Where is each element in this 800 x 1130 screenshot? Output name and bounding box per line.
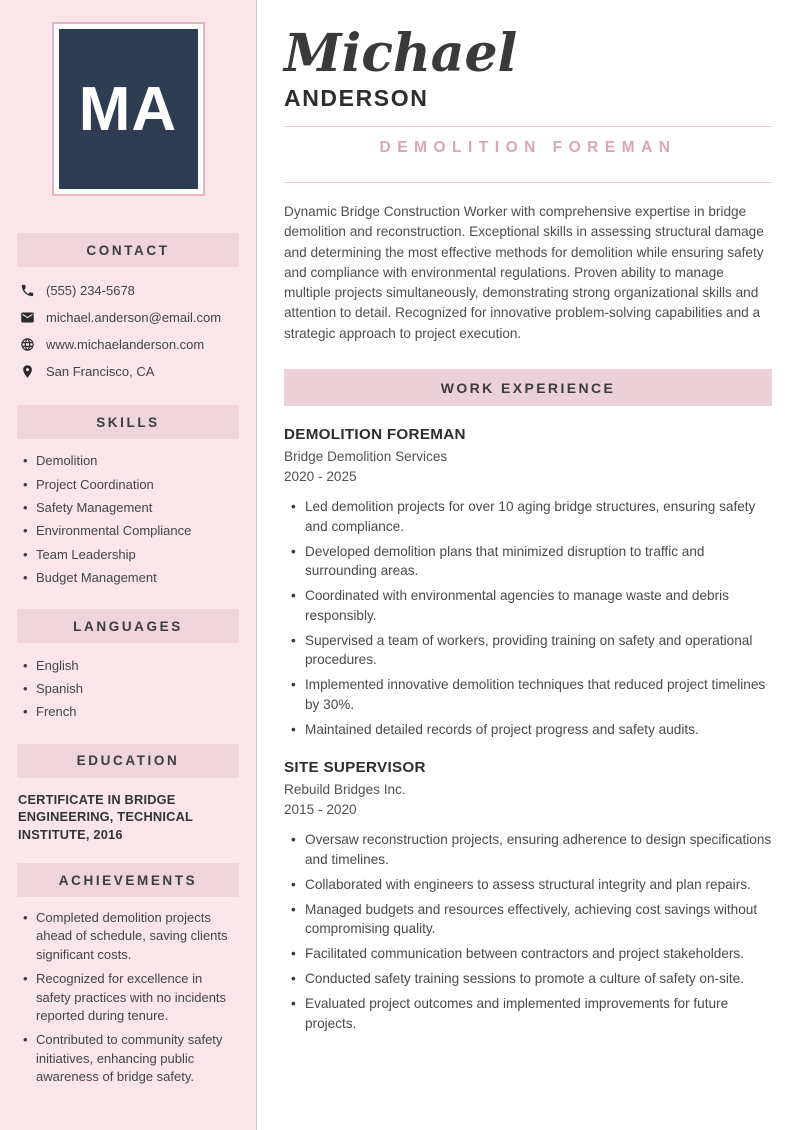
avatar-initials: MA [78, 74, 178, 144]
role-title: DEMOLITION FOREMAN [379, 139, 677, 156]
languages-list [17, 653, 239, 723]
job-company: Bridge Demolition Services [284, 449, 448, 465]
contact-section [17, 233, 239, 385]
skill-item: • Environmental Compliance [17, 519, 239, 542]
achievement-item: • Contributed to community safety initiatives, enhancing public awareness of bridge safety. [17, 1031, 239, 1086]
job-bullet: • Oversaw reconstruction projects, ensuring adherence to design specifications and timelines. [284, 830, 772, 869]
job-bullet-list [284, 497, 772, 739]
skills-section [17, 405, 239, 589]
contact-phone-text: (555) 234-5678 [46, 283, 135, 298]
job-company: Rebuild Bridges Inc. [284, 782, 406, 798]
contact-item-phone [17, 277, 239, 304]
skill-item: • Safety Management [17, 496, 239, 519]
avatar [52, 22, 205, 196]
work-experience-heading: WORK EXPERIENCE [284, 369, 772, 406]
language-item: • English [17, 653, 239, 676]
phone-icon [20, 283, 35, 298]
divider-bottom [284, 182, 772, 183]
skill-item: • Project Coordination [17, 472, 239, 495]
skill-item: • Budget Management [17, 566, 239, 589]
achievements-section [17, 863, 239, 1087]
contact-heading: CONTACT [17, 233, 239, 267]
education-heading: EDUCATION [17, 744, 239, 778]
job-title: SITE SUPERVISOR [284, 759, 426, 777]
sidebar [0, 0, 257, 1130]
language-item: • French [17, 700, 239, 723]
contact-list [17, 277, 239, 385]
email-icon [20, 310, 35, 325]
achievements-heading: ACHIEVEMENTS [17, 863, 239, 897]
job-dates: 2015 - 2020 [284, 802, 357, 818]
languages-section [17, 609, 239, 723]
first-name: Michael [284, 23, 518, 84]
main-content [257, 0, 800, 1130]
language-item: • Spanish [17, 677, 239, 700]
job-bullet: • Coordinated with environmental agencies to manage waste and debris responsibly. [284, 586, 772, 625]
skill-item: • Team Leadership [17, 543, 239, 566]
contact-item-location [17, 358, 239, 385]
job-bullet: • Managed budgets and resources effectively, achieving cost savings without compromising quality. [284, 900, 772, 939]
job-bullet: • Evaluated project outcomes and implemented improvements for future projects. [284, 994, 772, 1033]
contact-location-text: San Francisco, CA [46, 364, 155, 379]
job-bullet: • Collaborated with engineers to assess structural integrity and plan repairs. [284, 875, 772, 895]
job-bullet: • Supervised a team of workers, providing training on safety and operational procedures. [284, 631, 772, 670]
languages-heading: LANGUAGES [17, 609, 239, 643]
job-bullet: • Led demolition projects for over 10 aging bridge structures, ensuring safety and compliance. [284, 497, 772, 536]
contact-item-email [17, 304, 239, 331]
job-bullet: • Developed demolition plans that minimized disruption to traffic and surrounding areas. [284, 542, 772, 581]
skills-heading: SKILLS [17, 405, 239, 439]
job-title: DEMOLITION FOREMAN [284, 426, 466, 444]
last-name: ANDERSON [284, 85, 429, 111]
location-icon [20, 364, 35, 379]
achievement-item: • Recognized for excellence in safety practices with no incidents reported during tenure. [17, 970, 239, 1025]
achievements-list [17, 909, 239, 1087]
job-dates: 2020 - 2025 [284, 469, 357, 485]
job-bullet-list [284, 830, 772, 1033]
globe-icon [20, 337, 35, 352]
contact-website-text: www.michaelanderson.com [46, 337, 205, 352]
education-section [17, 744, 239, 844]
skill-item: • Demolition [17, 449, 239, 472]
contact-email-text: michael.anderson@email.com [46, 310, 222, 325]
job-bullet: • Maintained detailed records of project progress and safety audits. [284, 720, 772, 740]
job-bullet: • Implemented innovative demolition techniques that reduced project timelines by 30%. [284, 675, 772, 714]
job-entry [284, 426, 772, 739]
achievement-item: • Completed demolition projects ahead of schedule, saving clients significant costs. [17, 909, 239, 964]
education-text: CERTIFICATE IN BRIDGE ENGINEERING, TECHNICAL INSTITUTE, 2016 [18, 791, 193, 842]
job-entry [284, 759, 772, 1033]
skills-list [17, 449, 239, 589]
professional-summary: Dynamic Bridge Construction Worker with comprehensive expertise in bridge demolition and reconstruction. Exceptional skills in assessing structural damage and determining the most effective methods for demolition while ensuring safety and compliance with environmental regulations. Proven ability to manage multiple projects simultaneously, demonstrating strong organizational skills and attention to detail. Recognized for innovative problem-solving capabilities and a strategic approach to project execution. [284, 204, 764, 341]
job-bullet: • Conducted safety training sessions to promote a culture of safety on-site. [284, 969, 772, 989]
contact-item-website [17, 331, 239, 358]
avatar-monogram-box [59, 29, 198, 189]
job-bullet: • Facilitated communication between contractors and project stakeholders. [284, 944, 772, 964]
